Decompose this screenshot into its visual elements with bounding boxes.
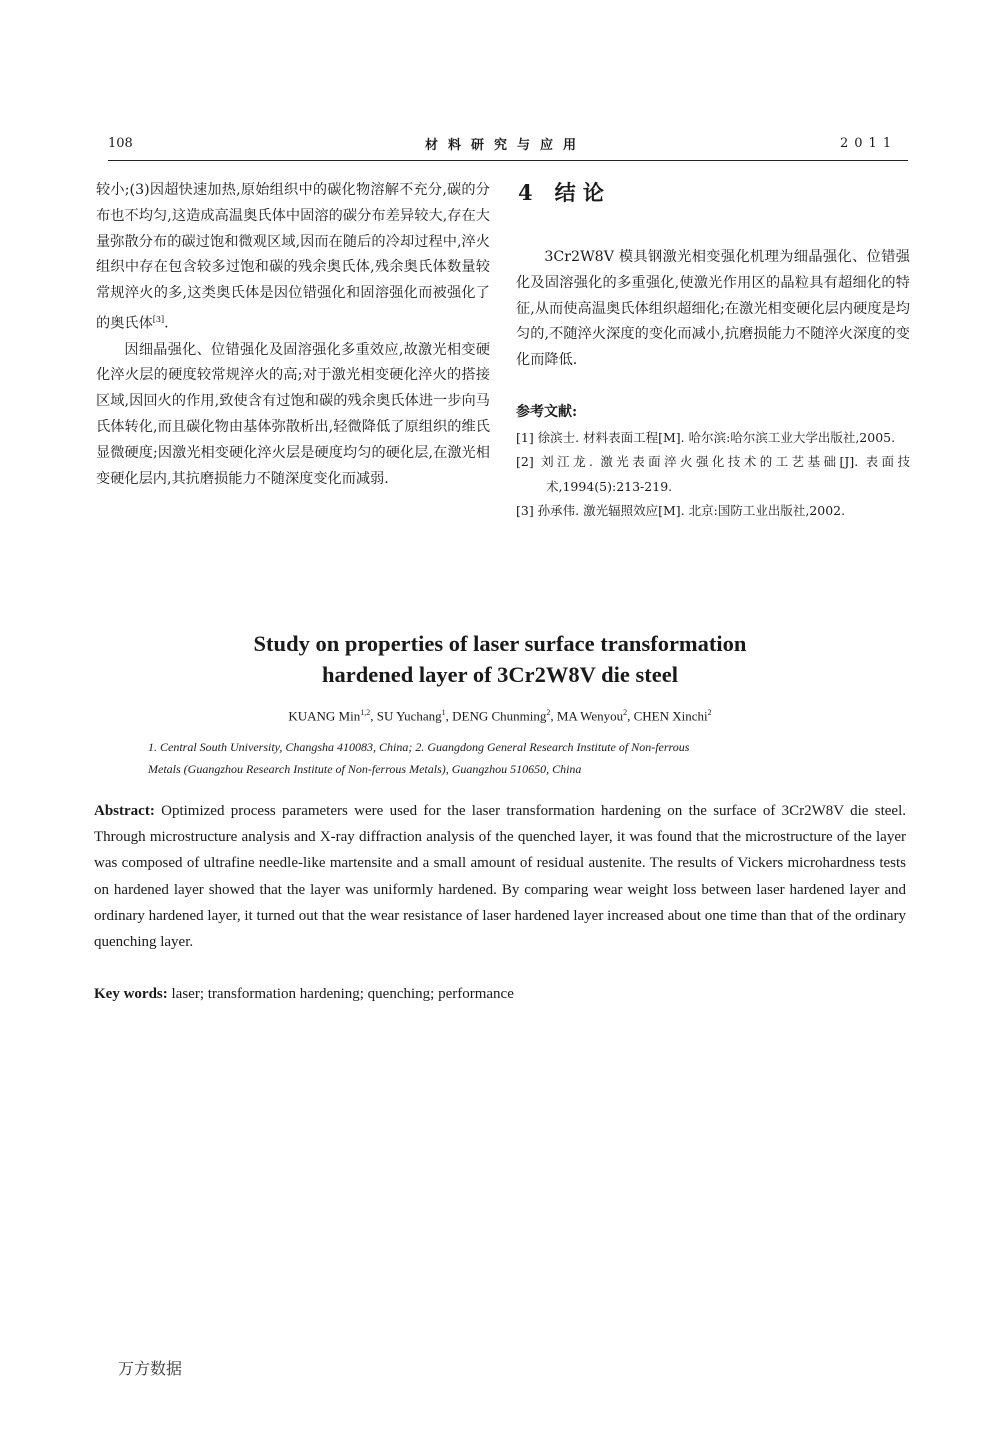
paragraph-1-text: 较小;(3)因超快速加热,原始组织中的碳化物溶解不充分,碳的分布也不均匀,这造成高温奥氏体中固溶的碳分布差异较大,存在大量弥散分布的碳过饱和微观区域,因而在随后的冷却过程中,淬火组织中存在包含较多过饱和碳的残余奥氏体,残余奥氏体数量较常规淬火的多,这类奥氏体是因位错强化和固溶强化而被强化了的奥氏体 xyxy=(96,182,490,332)
page-number: 108 xyxy=(108,136,133,151)
author-affil-mark: 2 xyxy=(546,708,551,717)
publication-year: 2011 xyxy=(840,136,898,151)
author-affil-mark: 1 xyxy=(441,708,446,717)
section-number: 4 xyxy=(518,180,533,205)
section-heading xyxy=(518,178,910,208)
citation-ref: [3] xyxy=(152,314,165,324)
author-affil-mark: 2 xyxy=(623,708,628,717)
abstract-text: Optimized process parameters were used for the laser transformation hardening on the surface of 3Cr2W8V die steel. Through microstructure analysis and X-ray diffraction analysis of the quenched layer, it was found that the microstructure of the layer was composed of ultrafine needle-like martensite and a small amount of residual austenite. The results of Vickers microhardness tests on hardened layer showed that the layer was uniformly hardened. By comparing wear weight loss between laser hardened layer and ordinary hardened layer, it turned out that the wear resistance of laser hardened layer increased about one time than that of the ordinary quenching layer. xyxy=(94,803,907,951)
paragraph-1-end: . xyxy=(164,315,169,332)
references-heading: 参考文献: xyxy=(516,403,578,420)
author-name: KUANG Min xyxy=(288,708,361,724)
conclusion-paragraph: 3Cr2W8V 模具钢激光相变强化机理为细晶强化、位错强化及固溶强化的多重强化,使激光作用区的晶粒具有超细化的特征,从而使高温奥氏体组织超细化;在激光相变硬化层内硬度是均匀的,不随淬火深度的变化而减小,抗磨损能力不随淬火深度的变化而降低. xyxy=(516,249,910,369)
keywords-label: Key words: xyxy=(94,986,168,1002)
body-paragraph-2: 因细晶强化、位错强化及固溶强化多重效应,故激光相变硬化淬火层的硬度较常规淬火的高;对于激光相变硬化淬火的搭接区域,因回火的作用,致使含有过饱和碳的残余奥氏体进一步向马氏体转化,而且碳化物由基体弥散析出,轻微降低了原组织的维氏显微硬度;因激光相变硬化淬火层是硬度均匀的硬化层,在激光相变硬化层内,其抗磨损能力不随深度变化而减弱. xyxy=(96,341,490,487)
author-affil-mark: 1,2 xyxy=(360,708,371,717)
author-name: DENG Chunming xyxy=(452,708,547,724)
abstract-label: Abstract: xyxy=(94,803,155,819)
author-name: CHEN Xinchi xyxy=(633,708,708,724)
header-rule xyxy=(108,160,908,161)
section-title: 结 论 xyxy=(554,180,604,205)
right-column xyxy=(516,178,910,524)
affiliation-line-2: Metals (Guangzhou Research Institute of Non-ferrous Metals), Guangzhou 510650, China xyxy=(148,762,582,776)
affiliations xyxy=(148,736,888,780)
author-affil-mark: 2 xyxy=(707,708,712,717)
title-line-2: hardened layer of 3Cr2W8V die steel xyxy=(321,662,678,687)
left-column xyxy=(96,178,490,492)
english-title xyxy=(110,628,890,690)
watermark: 万方数据 xyxy=(118,1359,183,1378)
title-line-1: Study on properties of laser surface transformation xyxy=(253,631,747,656)
author-name: MA Wenyou xyxy=(556,708,624,724)
keywords-text: laser; transformation hardening; quenching; performance xyxy=(171,986,514,1002)
reference-item: [2] 刘江龙. 激光表面淬火强化技术的工艺基础[J]. 表面技术,1994(5):213-219. xyxy=(516,454,910,494)
reference-item: [3] 孙承伟. 激光辐照效应[M]. 北京:国防工业出版社,2002. xyxy=(516,503,846,519)
affiliation-line-1: 1. Central South University, Changsha 410083, China; 2. Guangdong General Research Institute of Non-ferrous xyxy=(148,740,690,754)
body-paragraph-1 xyxy=(96,178,490,338)
reference-item: [1] 徐滨士. 材料表面工程[M]. 哈尔滨:哈尔滨工业大学出版社,2005. xyxy=(516,429,896,445)
keywords xyxy=(94,986,906,1003)
abstract xyxy=(94,798,906,955)
author-name: SU Yuchang xyxy=(376,708,442,724)
author-list: KUANG Min$^{1,2}$, SU Yuchang$^1$, DENG Chunming$^2$, MA Wenyou$^2$, CHEN Xinchi$^2$ xyxy=(288,708,712,724)
journal-title: 材料研究与应用 xyxy=(425,138,587,153)
